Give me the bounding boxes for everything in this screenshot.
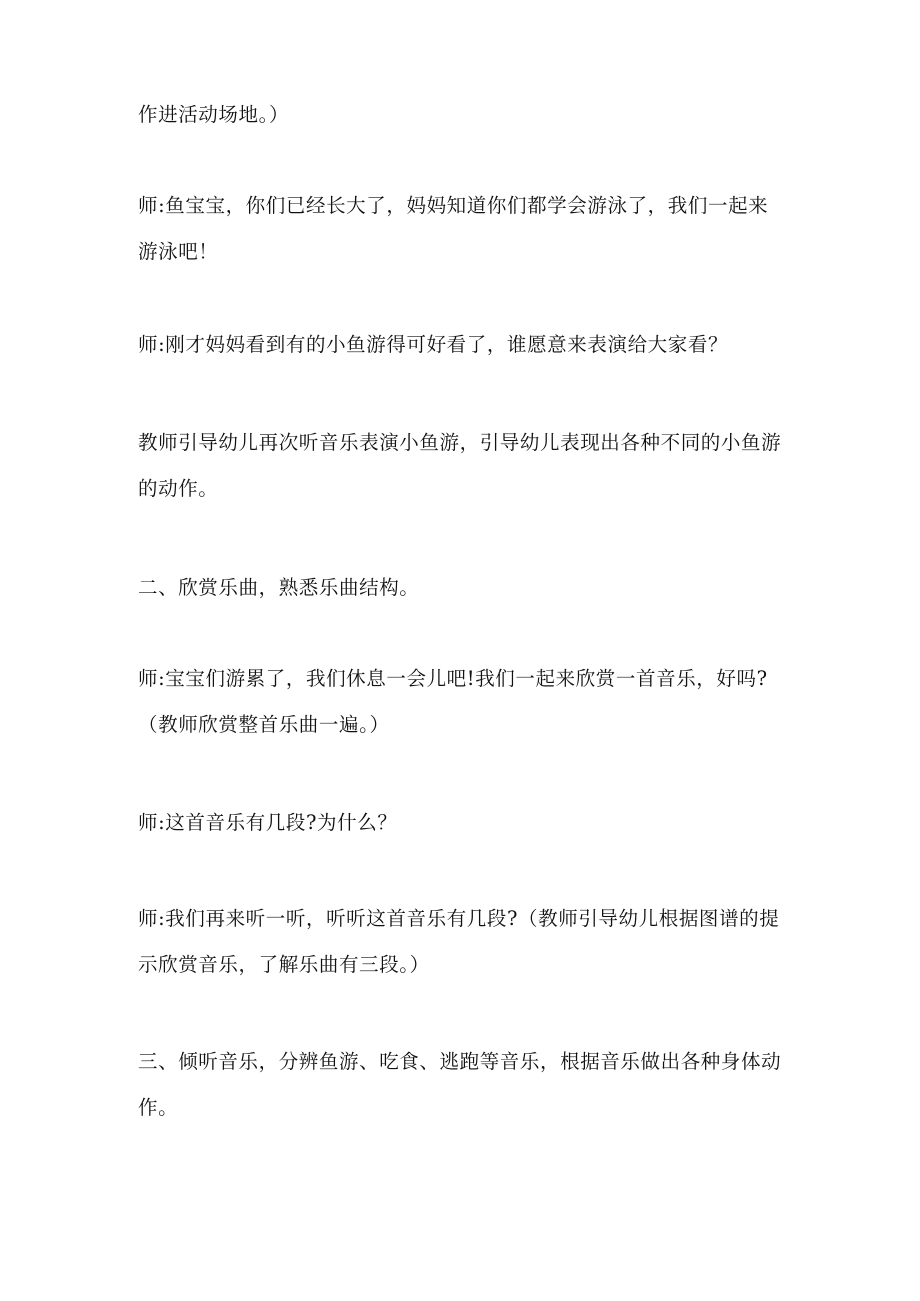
text-line: 作进活动场地。） [138,103,290,126]
section-heading-2 [138,565,788,611]
text-line: （教师欣赏整首乐曲一遍。） [138,713,390,736]
paragraph-teacher-guide [138,420,788,512]
paragraph-teacher-swim [138,183,788,275]
text-line: 二、欣赏乐曲，熟悉乐曲结构。 [138,576,420,599]
text-line: 示欣赏音乐，了解乐曲有三段。） [138,953,430,976]
paragraph-teacher-perform [138,322,788,368]
text-line: 师:这首音乐有几段?为什么？ [138,811,398,834]
text-line: 师:鱼宝宝，你们已经长大了，妈妈知道你们都学会游泳了，我们一起来 [138,194,769,217]
text-line: 师:我们再来听一听，听听这首音乐有几段?（教师引导幼儿根据图谱的提 [138,907,780,930]
paragraph-teacher-listen [138,896,788,988]
text-line: 的动作。 [138,477,219,500]
section-heading-3 [138,1039,788,1131]
paragraph-activity-end [138,92,788,138]
text-line: 师:刚才妈妈看到有的小鱼游得可好看了，谁愿意来表演给大家看？ [138,333,729,356]
text-line: 师:宝宝们游累了，我们休息一会儿吧!我们一起来欣赏一首音乐，好吗? [138,667,768,690]
paragraph-teacher-rest [138,656,788,748]
text-line: 游泳吧！ [138,240,219,263]
text-line: 三、倾听音乐，分辨鱼游、吃食、逃跑等音乐，根据音乐做出各种身体动 [138,1050,782,1073]
text-line: 作。 [138,1096,179,1119]
text-line: 教师引导幼儿再次听音乐表演小鱼游，引导幼儿表现出各种不同的小鱼游 [138,431,782,454]
paragraph-teacher-question [138,800,788,846]
